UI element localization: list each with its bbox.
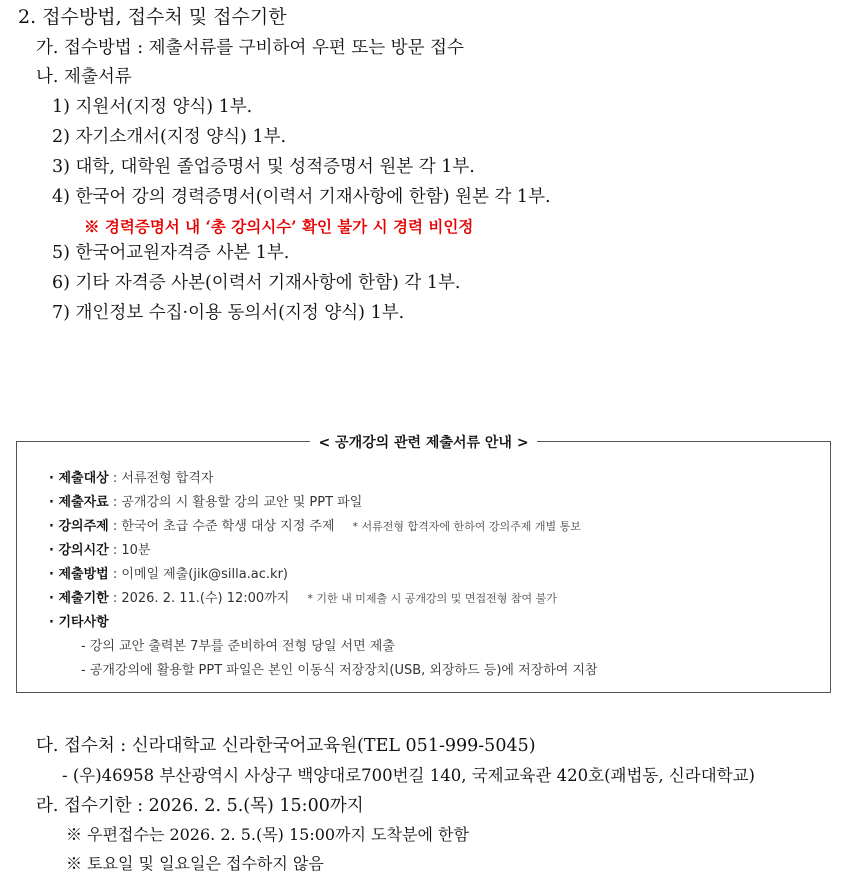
office-address: - (우)46958 부산광역시 사상구 백양대로700번길 140, 국제교육관 420호(괘법동, 신라대학교): [62, 766, 755, 785]
document-item-5: 5) 한국어교원자격증 사본 1부.: [52, 243, 290, 263]
info-value: : 공개강의 시 활용할 강의 교안 및 PPT 파일: [108, 495, 363, 510]
document-item-7: 7) 개인정보 수집·이용 동의서(지정 양식) 1부.: [52, 303, 405, 323]
info-label: · 강의시간: [49, 543, 109, 558]
lecture-info-box: [16, 435, 831, 693]
info-row-duration: [49, 544, 150, 557]
info-row-target: [49, 472, 213, 485]
other-sub-item-1: - 강의 교안 출력본 7부를 준비하여 전형 당일 서면 제출: [81, 639, 395, 654]
info-label: · 제출자료: [49, 495, 109, 510]
info-row-submission-method: [49, 568, 288, 581]
lecture-box-title: < 공개강의 관련 제출서류 안내 >: [310, 435, 536, 451]
info-value: : 서류전형 합격자: [108, 471, 214, 486]
other-sub-item-2: - 공개강의에 활용할 PPT 파일은 본인 이동식 저장장치(USB, 외장하드 등)에 저장하여 지참: [81, 663, 598, 678]
section-title: 2. 접수방법, 접수처 및 접수기한: [18, 6, 287, 28]
document-item-2: 2) 자기소개서(지정 양식) 1부.: [52, 127, 287, 147]
document-item-6: 6) 기타 자격증 사본(이력서 기재사항에 한함) 각 1부.: [52, 273, 461, 293]
info-row-deadline: [49, 592, 557, 605]
office-heading: 다. 접수처 : 신라대학교 신라한국어교육원(TEL 051-999-5045): [36, 736, 536, 756]
info-label: · 제출기한: [49, 591, 109, 606]
document-item-1: 1) 지원서(지정 양식) 1부.: [52, 97, 253, 117]
info-value: : 10분: [108, 543, 151, 558]
info-label: · 기타사항: [49, 615, 109, 630]
lecture-box-title-wrap: [17, 432, 830, 452]
method-heading: 가. 접수방법 : 제출서류를 구비하여 우편 또는 방문 접수: [36, 38, 464, 58]
info-value: : 한국어 초급 수준 학생 대상 지정 주제: [108, 519, 335, 534]
info-row-topic: [49, 520, 581, 533]
documents-heading: 나. 제출서류: [36, 67, 132, 87]
info-row-other: [49, 616, 109, 629]
deadline-heading: 라. 접수기한 : 2026. 2. 5.(목) 15:00까지: [36, 796, 364, 816]
deadline-note-2: ※ 토요일 및 일요일은 접수하지 않음: [66, 854, 324, 873]
info-label: · 강의주제: [49, 519, 109, 534]
info-value: : 2026. 2. 11.(수) 12:00까지: [108, 591, 290, 606]
deadline-note-1: ※ 우편접수는 2026. 2. 5.(목) 15:00까지 도착분에 한함: [66, 825, 469, 844]
info-note: * 기한 내 미제출 시 공개강의 및 면접전형 참여 불가: [307, 592, 557, 605]
info-label: · 제출방법: [49, 567, 109, 582]
info-note: * 서류전형 합격자에 한하여 강의주제 개별 통보: [352, 520, 581, 533]
document-item-4: 4) 한국어 강의 경력증명서(이력서 기재사항에 한함) 원본 각 1부.: [52, 187, 551, 207]
info-row-materials: [49, 496, 362, 509]
info-value: : 이메일 제출(jik@silla.ac.kr): [108, 567, 288, 582]
document-item-3: 3) 대학, 대학원 졸업증명서 및 성적증명서 원본 각 1부.: [52, 157, 475, 177]
career-warning: ※ 경력증명서 내 ‘총 강의시수’ 확인 불가 시 경력 비인정: [84, 217, 474, 236]
info-label: · 제출대상: [49, 471, 109, 486]
